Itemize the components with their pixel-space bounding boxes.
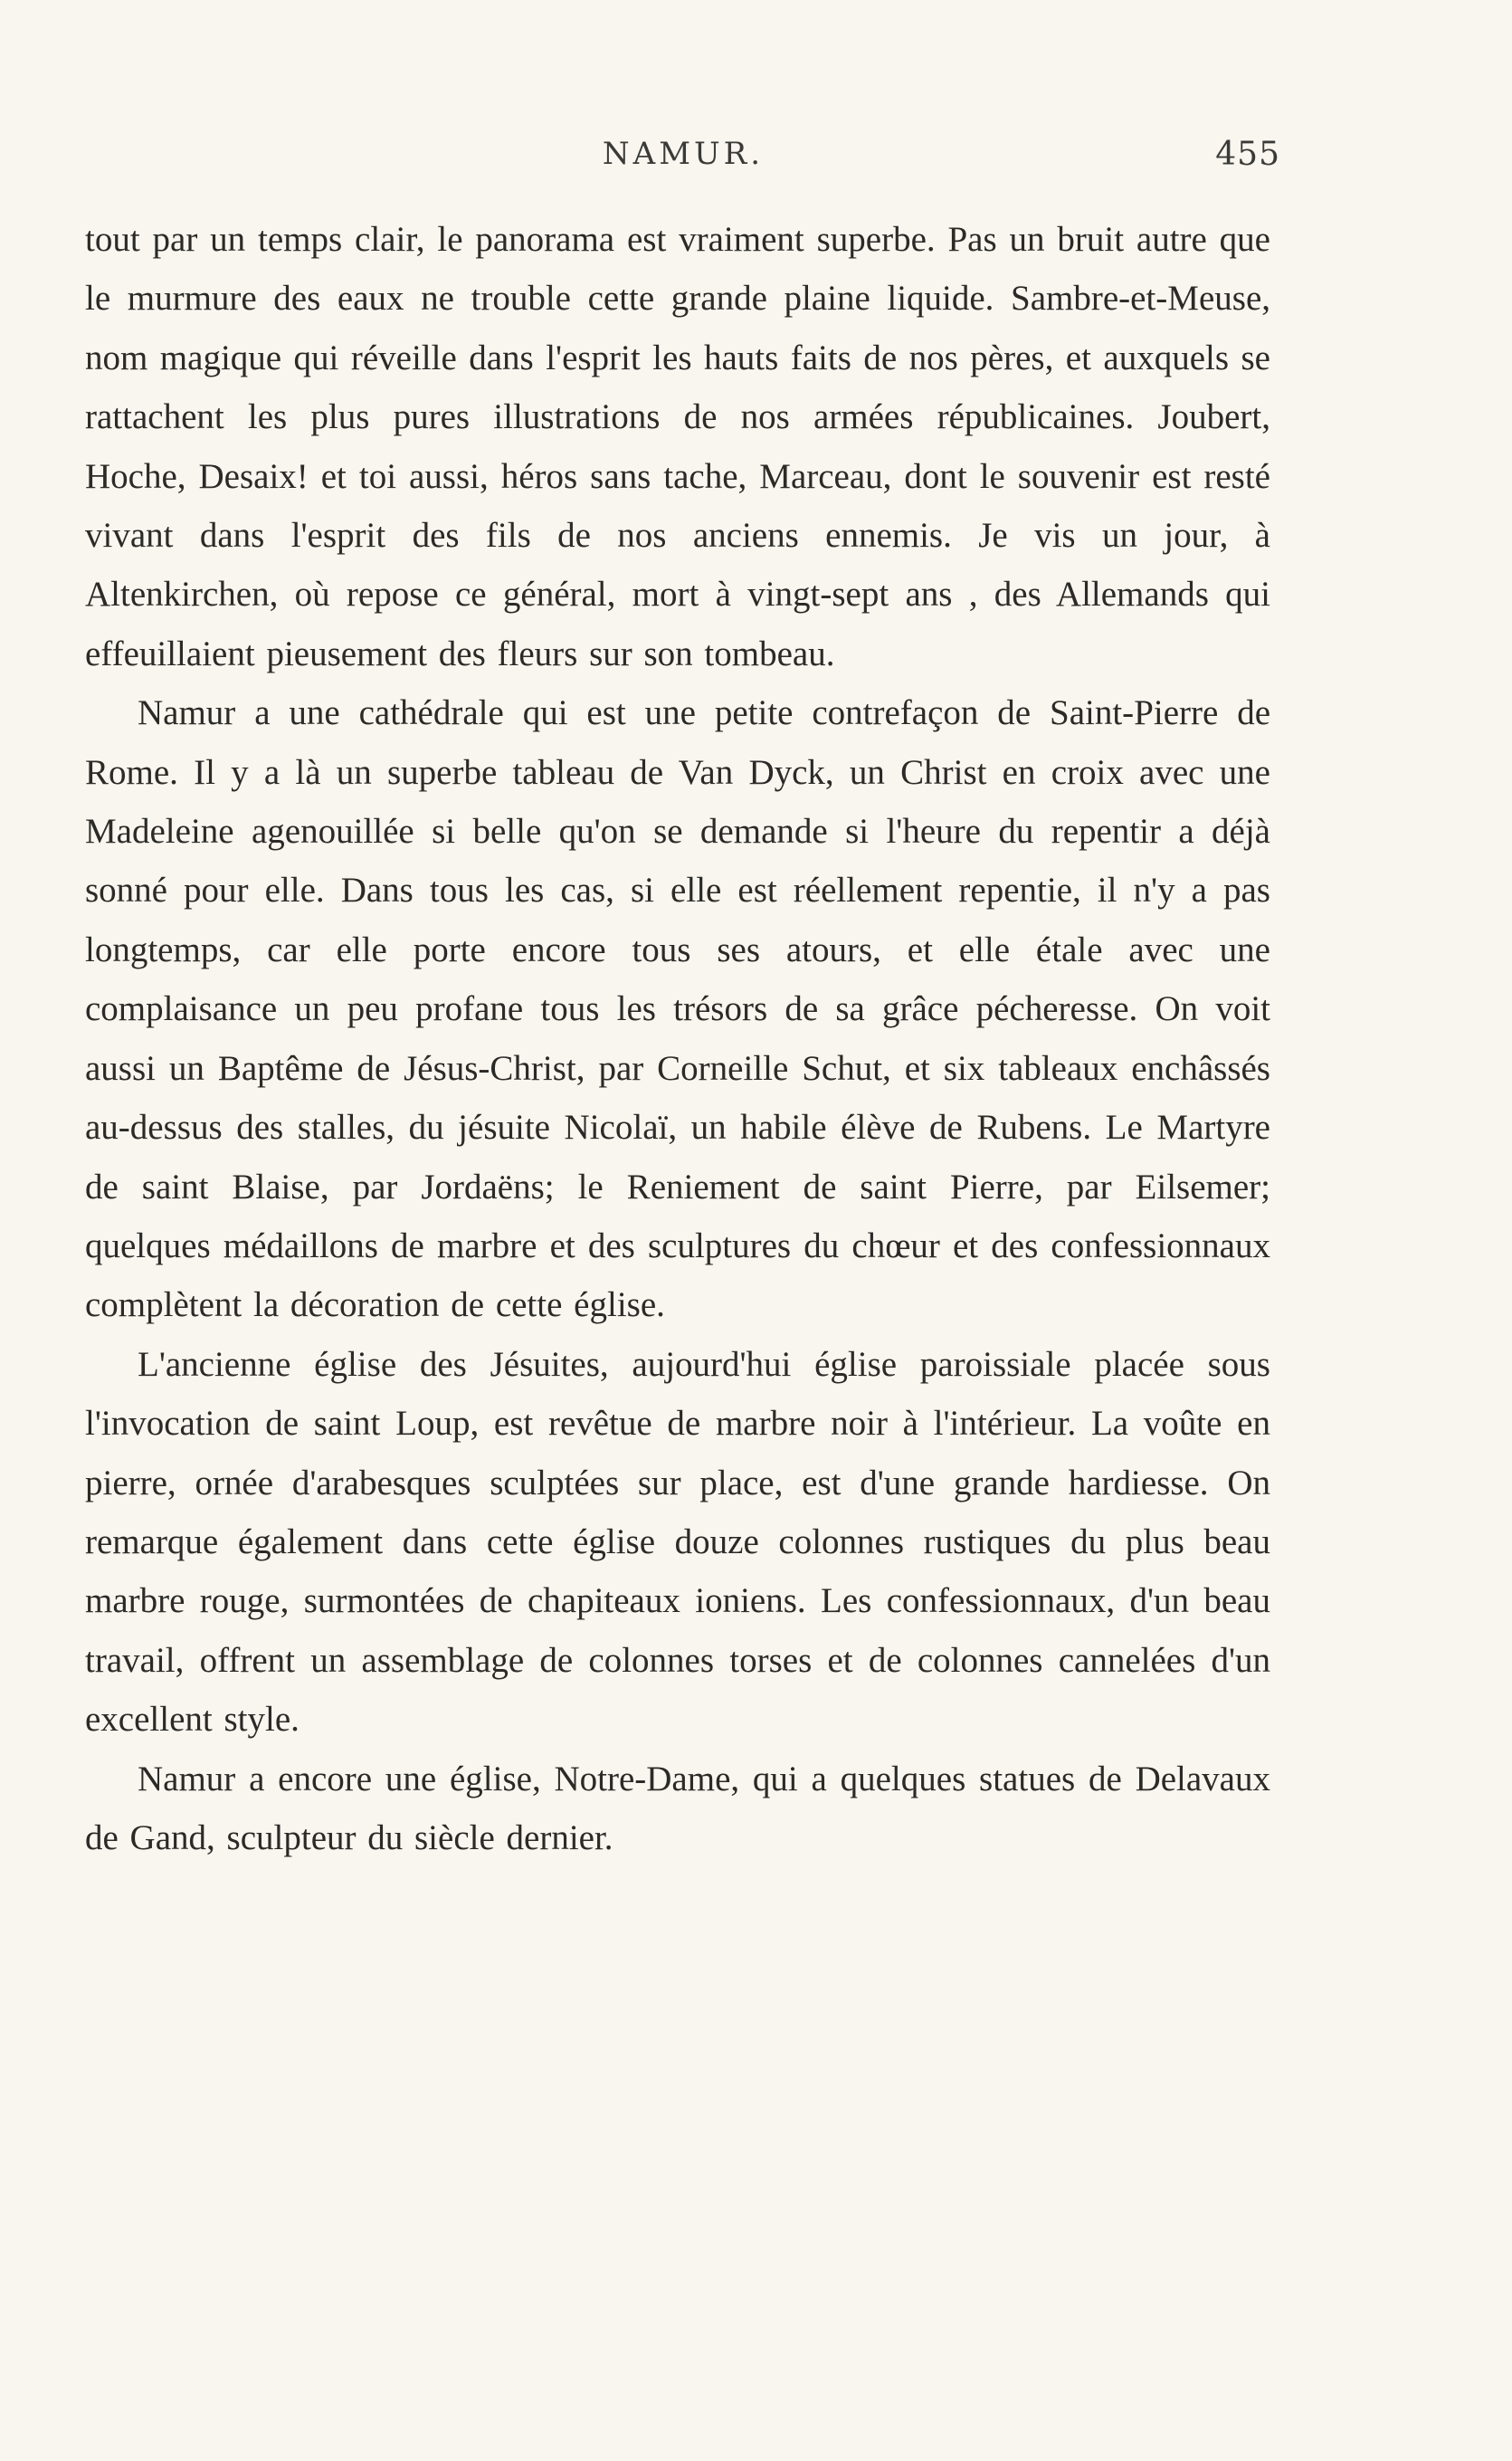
- running-title: NAMUR.: [602, 136, 765, 172]
- paragraph-cathedral: Namur a une cathédrale qui est une petite contrefaçon de Saint-Pierre de Rome. Il y a là un superbe tableau de Van Dyck, un Christ en croix avec une Madeleine agenouillée si belle qu'on se demande si l'heure du repentir a déjà sonné pour elle. Dans tous les cas, si elle est réellement repentie, il n'y a pas longtemps, car elle porte encore tous ses atours, et elle étale avec une complaisance un peu profane tous les trésors de sa grâce pécheresse. On voit aussi un Baptême de Jésus-Christ, par Corneille Schut, et six tableaux enchâssés au-dessus des stalles, du jésuite Nicolaï, un habile élève de Rubens. Le Martyre de saint Blaise, par Jordaëns; le Reniement de saint Pierre, par Eilsemer; quelques médaillons de marbre et des sculptures du chœur et des confessionnaux complètent la décoration de cette église.: [85, 693, 1270, 1325]
- page-number: 455: [1215, 136, 1280, 173]
- paragraph-jesuit-church: L'ancienne église des Jésuites, aujourd'hui église paroissiale placée sous l'invocation de saint Loup, est revêtue de marbre noir à l'intérieur. La voûte en pierre, ornée d'arabesques sculptées sur place, est d'une grande hardiesse. On remarque également dans cette église douze colonnes rustiques du plus beau marbre rouge, surmontées de chapiteaux ioniens. Les confessionnaux, d'un beau travail, offrent un assemblage de colonnes torses et de colonnes cannelées d'un excellent style.: [85, 1344, 1270, 1740]
- paragraph-notre-dame: Namur a encore une église, Notre-Dame, qui a quelques statues de Delavaux de Gand, sculpteur du siècle dernier.: [85, 1759, 1270, 1857]
- paragraph-continuation: tout par un temps clair, le panorama est vraiment superbe. Pas un bruit autre que le murmure des eaux ne trouble cette grande plaine liquide. Sambre-et-Meuse, nom magique qui réveille dans l'esprit les hauts faits de nos pères, et auxquels se rattachent les plus pures illustrations de nos armées républicaines. Joubert, Hoche, Desaix! et toi aussi, héros sans tache, Marceau, dont le souvenir est resté vivant dans l'esprit des fils de nos anciens ennemis. Je vis un jour, à Altenkirchen, où repose ce général, mort à vingt-sept ans , des Allemands qui effeuillaient pieusement des fleurs sur son tombeau.: [85, 220, 1270, 673]
- body-text: [85, 210, 1270, 1867]
- running-head: [86, 136, 1280, 181]
